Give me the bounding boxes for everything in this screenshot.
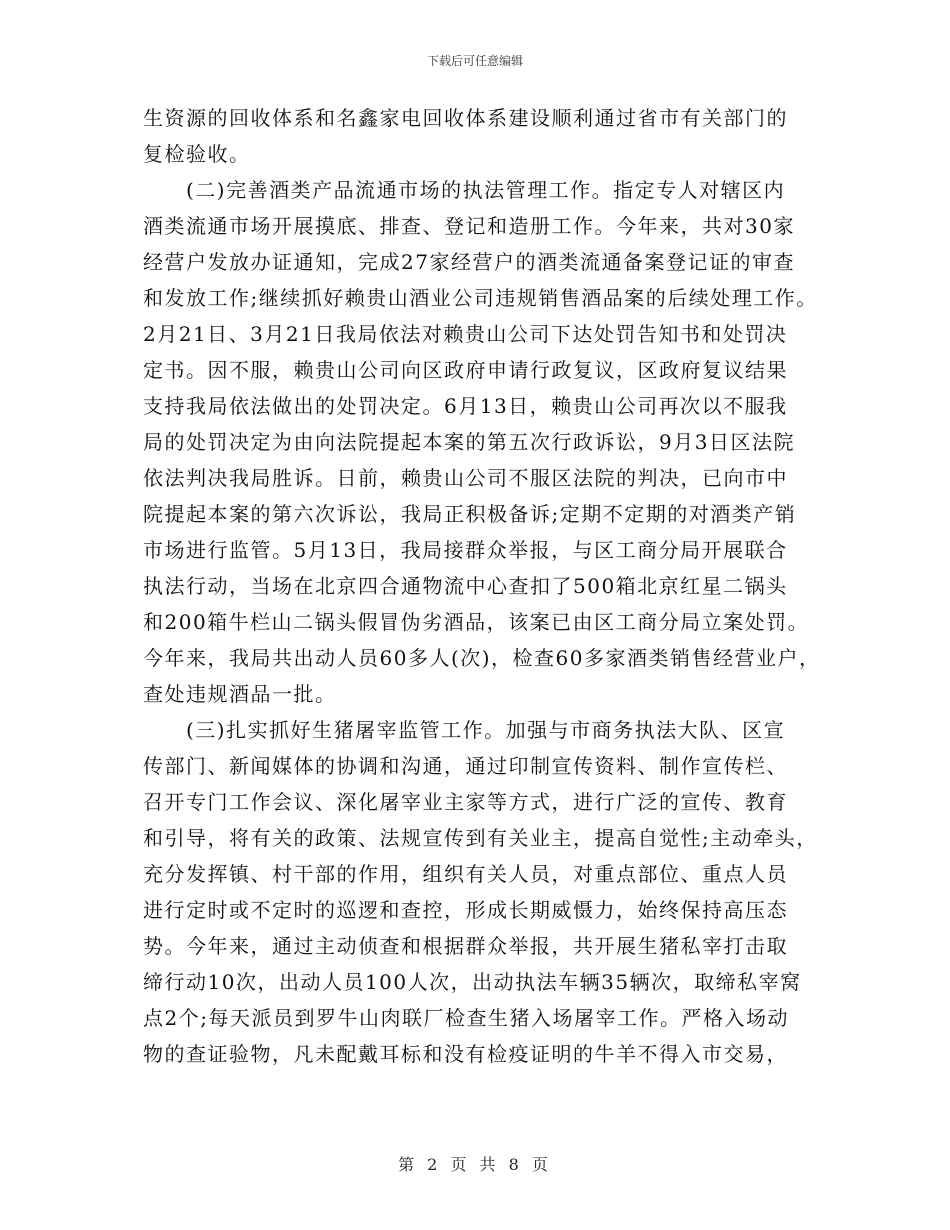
text-line: 生资源的回收体系和名鑫家电回收体系建设顺利通过省市有关部门的 xyxy=(143,106,788,130)
text-line: 复检验收。 xyxy=(143,142,251,166)
text-line: 和发放工作;继续抓好赖贵山酒业公司违规销售酒品案的后续处理工作。 xyxy=(143,286,818,310)
text-line: 局的处罚决定为由向法院提起本案的第五次行政诉讼，9月3日区法院 xyxy=(143,430,795,454)
text-line: (二)完善酒类产品流通市场的执法管理工作。指定专人对辖区内 xyxy=(143,178,786,202)
text-line: 势。今年来，通过主动侦查和根据群众举报，共开展生猪私宰打击取 xyxy=(143,934,788,958)
text-line: 查处违规酒品一批。 xyxy=(143,682,337,706)
text-line: 2月21日、3月21日我局依法对赖贵山公司下达处罚告知书和处罚决 xyxy=(143,322,788,346)
text-line: 充分发挥镇、村干部的作用，组织有关人员，对重点部位、重点人员 xyxy=(143,862,788,886)
text-line: 市场进行监管。5月13日，我局接群众举报，与区工商分局开展联合 xyxy=(143,538,788,562)
text-line: 酒类流通市场开展摸底、排查、登记和造册工作。今年来，共对30家 xyxy=(143,214,795,238)
text-line: 和引导，将有关的政策、法规宣传到有关业主，提高自觉性;主动牵头， xyxy=(143,826,818,850)
text-line: 传部门、新闻媒体的协调和沟通，通过印制宣传资料、制作宣传栏、 xyxy=(143,754,788,778)
text-line: 和200箱牛栏山二锅头假冒伪劣酒品，该案已由区工商分局立案处罚。 xyxy=(143,610,810,634)
text-line: 经营户发放办证通知，完成27家经营户的酒类流通备案登记证的审查 xyxy=(143,250,795,274)
text-line: 召开专门工作会议、深化屠宰业主家等方式，进行广泛的宣传、教育 xyxy=(143,790,788,814)
page-header: 下载后可任意编辑 xyxy=(426,54,523,68)
text-line: 物的查证验物，凡未配戴耳标和没有检疫证明的牛羊不得入市交易， xyxy=(143,1042,788,1066)
text-line: 院提起本案的第六次诉讼，我局正积极备诉;定期不定期的对酒类产销 xyxy=(143,502,797,526)
text-line: 依法判决我局胜诉。日前，赖贵山公司不服区法院的判决，已向市中 xyxy=(143,466,788,490)
text-line: (三)扎实抓好生猪屠宰监管工作。加强与市商务执法大队、区宣 xyxy=(143,718,786,742)
text-line: 进行定时或不定时的巡逻和查控，形成长期威慑力，始终保持高压态 xyxy=(143,898,788,922)
text-line: 今年来，我局共出动人员60多人(次)，检查60多家酒类销售经营业户， xyxy=(143,646,821,670)
page-footer: 第 2 页 共 8 页 xyxy=(398,1155,552,1174)
text-line: 定书。因不服，赖贵山公司向区政府申请行政复议，区政府复议结果 xyxy=(143,358,788,382)
text-line: 执法行动，当场在北京四合通物流中心查扣了500箱北京红星二锅头 xyxy=(143,574,788,598)
text-line: 缔行动10次，出动人员100人次，出动执法车辆35辆次，取缔私宰窝 xyxy=(143,970,802,994)
text-line: 支持我局依法做出的处罚决定。6月13日，赖贵山公司再次以不服我 xyxy=(143,394,788,418)
body-text xyxy=(143,100,823,1072)
text-line: 点2个;每天派员到罗牛山肉联厂检查生猪入场屠宰工作。严格入场动 xyxy=(143,1006,789,1030)
